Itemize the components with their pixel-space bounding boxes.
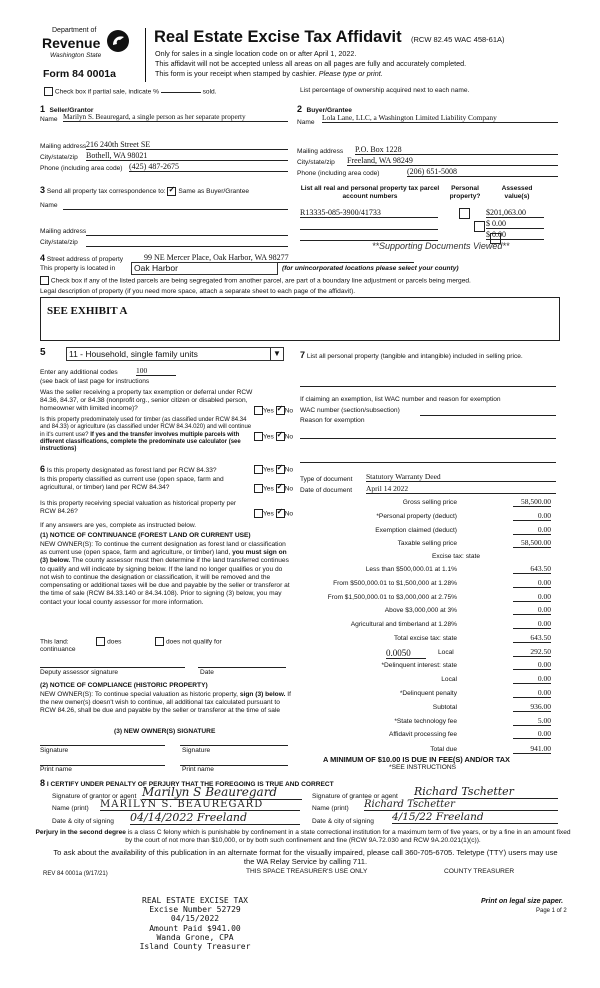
- doc-type-label: Type of document: [300, 476, 353, 483]
- exemption-no-checkbox[interactable]: [276, 406, 285, 415]
- notice1-body: [40, 541, 292, 607]
- tax-value[interactable]: 0.00: [513, 578, 551, 588]
- seller-name-field[interactable]: Marilyn S. Beauregard, a single person as her separate property: [63, 113, 288, 122]
- notice2-text-b: If the new owner(s) doesn't wish to continue, all additional tax calculated pursuant to RCW 84.26, shall be due and payable by the seller or transferor at the time of sale: [40, 691, 291, 715]
- receipt-stamp: [120, 896, 270, 951]
- tax-label: Exemption claimed (deduct): [375, 527, 457, 534]
- legal-description-label: Legal description of property (if you need more space, attach a separate sheet to each page of the affidavit).: [40, 288, 356, 295]
- form-number: Form 84 0001a: [43, 68, 116, 80]
- legal-description-box[interactable]: [40, 297, 560, 341]
- instructions-note: If any answers are yes, complete as instructed below.: [40, 522, 197, 529]
- this-land-row: [40, 637, 292, 646]
- section-number: 4: [40, 253, 46, 263]
- grantee-signature[interactable]: Richard Tschetter: [414, 785, 558, 799]
- tax-value[interactable]: 58,500.00: [513, 538, 551, 548]
- exemption-wac-text: If claiming an exemption, list WAC number and reason for exemption: [300, 396, 501, 403]
- does-not-label: does not qualify for: [165, 638, 222, 646]
- new-owner-signature-line-2[interactable]: [180, 744, 288, 746]
- grantee-date-city[interactable]: 4/15/22 Freeland: [392, 811, 558, 824]
- seller-mail-label: Mailing address: [40, 143, 87, 150]
- tax-label: Total due: [430, 746, 457, 753]
- local-tax-value[interactable]: 292.50: [513, 647, 551, 657]
- parcel-number-2[interactable]: [300, 219, 438, 230]
- same-as-buyer-label: Same as Buyer/Grantee: [178, 188, 250, 195]
- assessed-value-3[interactable]: $ 0.00: [486, 230, 544, 240]
- does-not-checkbox[interactable]: [155, 637, 164, 646]
- supporting-docs-stamp: **Supporting Documents Viewed**: [372, 241, 510, 251]
- street-label: Street address of property: [46, 256, 124, 263]
- land-use-value: 11 - Household, single family units: [69, 349, 198, 359]
- perjury-bold: Perjury in the second degree: [35, 829, 126, 836]
- wac-number-field[interactable]: [420, 414, 556, 416]
- personal-property-checkbox-2[interactable]: [474, 221, 485, 232]
- exemption-yes-no: [254, 406, 293, 415]
- reason-line-2[interactable]: [300, 461, 556, 463]
- historic-question: Is this property receiving special valuation as historical property per RCW 84.26?: [40, 500, 237, 516]
- dept-name: Revenue: [42, 35, 101, 51]
- codes-field[interactable]: 100: [136, 366, 176, 376]
- print-name-label-1: Print name: [40, 766, 72, 773]
- tax-value[interactable]: 0.00: [513, 688, 551, 698]
- partial-sale-row: [44, 87, 217, 96]
- codes-label: Enter any additional codes: [40, 369, 118, 376]
- grantee-date-label: Date & city of signing: [312, 818, 374, 825]
- timber-question: [40, 417, 254, 454]
- personal-property-checkbox-1[interactable]: [459, 208, 470, 219]
- signature-label-1: Signature: [40, 747, 69, 754]
- personal-property-text: List all personal property (tangible and intangible) included in selling price.: [306, 353, 523, 360]
- header-line3-italic: Please type or print.: [318, 69, 383, 78]
- state-name: Washington State: [50, 52, 102, 59]
- grantor-signature[interactable]: Marilyn S Beauregard: [142, 785, 302, 800]
- buyer-city-label: City/state/zip: [297, 159, 335, 166]
- yes-label: Yes: [263, 407, 274, 415]
- historic-no-checkbox[interactable]: [276, 509, 285, 518]
- grantor-date-label: Date & city of signing: [52, 818, 114, 825]
- exemption-question: Was the seller receiving a property tax exemption or deferral under RCW 84.36, 84.37, or 84.38 (nonprofit org., senior citizen or disabled person, homeowner with limited income)?: [40, 389, 253, 413]
- partial-sale-label: Check box if partial sale, indicate %: [54, 88, 159, 96]
- tax-value[interactable]: 0.00: [513, 619, 551, 629]
- current-use-yes-no: [254, 484, 293, 493]
- timber-yes-no: [254, 432, 293, 441]
- minimum-due-note: A MINIMUM OF $10.00 IS DUE IN FEE(S) AND/OR TAX: [323, 755, 510, 764]
- tax-value[interactable]: 936.00: [513, 702, 551, 712]
- tax-label: Less than $500,000.01 at 1.1%: [365, 566, 457, 573]
- statute: (RCW 82.45 WAC 458-61A): [411, 35, 505, 44]
- section3-text: Send all property tax correspondence to:: [46, 188, 166, 195]
- section-number: 8: [40, 778, 46, 788]
- location-select[interactable]: Oak Harbor: [131, 262, 278, 275]
- receipt-line: Wanda Grone, CPA: [156, 932, 234, 942]
- grantor-sig-label: Signature of grantor or agent: [52, 793, 137, 800]
- new-owner-signature-title: (3) NEW OWNER(S) SIGNATURE: [114, 728, 216, 735]
- tax-value[interactable]: 58,500.00: [513, 497, 551, 507]
- current-use-no-checkbox[interactable]: [276, 484, 285, 493]
- buyer-name-field[interactable]: Lola Lane, LLC, a Washington Limited Liability Company: [322, 113, 558, 123]
- tax-label: From $1,500,000.01 to $3,000,000 at 2.75%: [327, 594, 457, 601]
- header-line3: [155, 69, 383, 78]
- notice2-title: (2) NOTICE OF COMPLIANCE (HISTORIC PROPERTY): [40, 682, 208, 689]
- deputy-date-line[interactable]: [198, 666, 286, 668]
- notice1-bold: you must sign on (3) below.: [40, 549, 287, 565]
- deputy-date-label: Date: [200, 669, 214, 676]
- notice1-text-a: NEW OWNER(S): To continue the current designation as forest land or classification as current use (open space, farm and agriculture, or timber) land,: [40, 541, 286, 557]
- receipt-line: Excise Number 52729: [149, 905, 241, 915]
- forest-yes-checkbox[interactable]: [254, 465, 263, 474]
- tax-label: *Personal property (deduct): [376, 513, 457, 520]
- partial-percent-field[interactable]: [161, 92, 201, 93]
- this-land-label: This land:: [40, 638, 69, 646]
- header-line3-text: This form is your receipt when stamped by cashier.: [155, 69, 317, 78]
- partial-sale-checkbox[interactable]: [44, 87, 53, 96]
- perjury-text: is a class C felony which is punishable by confinement in a state correctional institution for a maximum term of five years, or by a fine in an amount fixed by the court of not more than $10,000, or by both such confinement and fine (RCW 9A.72.030 and RCW 9A.20.021(1)(c)).: [125, 829, 571, 845]
- tax-label: Total excise tax: state: [393, 635, 457, 642]
- tax-value[interactable]: 0.00: [513, 511, 551, 521]
- seller-title: Seller/Grantor: [49, 107, 94, 114]
- personal-col-header: Personal property?: [449, 185, 481, 201]
- section-number: 7: [300, 350, 306, 360]
- tax-value[interactable]: 0.00: [513, 592, 551, 602]
- alt-format-notice: To ask about the availability of this publication in an alternate format for the visually impaired, please call 360-705-6705. Teletype (TTY) users may use the WA Relay Service by calling 711.: [53, 848, 558, 867]
- section-number: 3: [40, 185, 46, 195]
- tax-value[interactable]: 0.00: [513, 660, 551, 670]
- header-line2: This affidavit will not be accepted unless all areas on all pages are fully and accurately completed.: [155, 59, 467, 68]
- tax-label: From $500,000.01 to $1,500,000 at 1.28%: [333, 580, 457, 587]
- ownership-note: List percentage of ownership acquired next to each name.: [300, 87, 470, 94]
- personal-property-list: [300, 350, 556, 361]
- yes-label: Yes: [263, 433, 274, 441]
- receipt-line: 04/15/2022: [170, 914, 220, 924]
- buyer-phone-label: Phone (including area code): [297, 170, 380, 177]
- deputy-signature-line[interactable]: [40, 666, 185, 668]
- dor-logo: [40, 27, 132, 67]
- buyer-phone-field[interactable]: (206) 651-5008: [407, 167, 558, 177]
- parcel-number-1[interactable]: R13335-085-3900/41733: [300, 208, 438, 218]
- timber-question-bold: If yes and the transfer involves multiple parcels with different classifications, complete the predominate use calculator (see instructions): [40, 431, 241, 453]
- assessed-col-header: Assessed value(s): [501, 185, 533, 201]
- assessed-value-2[interactable]: $ 0.00: [486, 219, 544, 229]
- total-due-value[interactable]: 941.00: [513, 744, 551, 754]
- forest-question-text: Is this property designated as forest land per RCW 84.33?: [46, 467, 217, 474]
- tax-value[interactable]: 0.00: [513, 605, 551, 615]
- reason-line-1[interactable]: [300, 437, 556, 439]
- buyer-mail-field[interactable]: P.O. Box 1228: [355, 145, 558, 155]
- grantee-sig-label: Signature of grantee or agent: [312, 793, 398, 800]
- seller-mail-field[interactable]: 216 240th Street SE: [86, 140, 288, 150]
- grantee-name-label: Name (print): [312, 805, 349, 812]
- corr-city-field[interactable]: [86, 245, 288, 247]
- section-number: 2: [297, 104, 303, 114]
- partial-sold: sold.: [202, 88, 217, 96]
- parcel-number-3[interactable]: [300, 230, 438, 241]
- seller-phone-field[interactable]: (425) 487-2675: [129, 162, 288, 172]
- no-label: No: [284, 510, 294, 518]
- notice1-text-b: The county assessor must then determine if the land transferred continues to qualify and will indicate by signing below. If the land no longer qualifies or you do not wish to continue the designation or classification, it will be removed and the compensating or additional taxes will be due and payable by the seller or transferor at the time of sale (RCW 84.33.140 or 84.34.108). Prior to signing (3) below, you may contact your local county assessor for more information.: [40, 557, 290, 606]
- notice2-body: [40, 691, 295, 716]
- dor-emblem-icon: [106, 29, 130, 53]
- header-divider: [145, 28, 146, 82]
- does-label: does: [107, 638, 122, 646]
- dept-line: Department of: [52, 27, 97, 34]
- no-label: No: [284, 407, 294, 415]
- timber-no-checkbox[interactable]: [276, 432, 285, 441]
- forest-yes-no: [254, 465, 293, 474]
- continuance-label: continuance: [40, 646, 76, 653]
- receipt-line: Island County Treasurer: [139, 941, 251, 951]
- grantee-print-name[interactable]: Richard Tschetter: [364, 799, 558, 811]
- segregated-checkbox[interactable]: [40, 276, 49, 285]
- seller-phone-label: Phone (including area code): [40, 165, 123, 172]
- buyer-mail-label: Mailing address: [297, 148, 344, 155]
- yes-label: Yes: [263, 485, 274, 493]
- tax-label: Local: [441, 676, 457, 683]
- street-address-field[interactable]: 99 NE Mercer Place, Oak Harbor, WA 98277: [144, 253, 414, 263]
- section3-heading: [40, 185, 249, 196]
- local-label: Local: [438, 649, 454, 656]
- seller-city-field[interactable]: Bothell, WA 98021: [86, 151, 288, 161]
- notice1-title: (1) NOTICE OF CONTINUANCE (FOREST LAND OR CURRENT USE): [40, 532, 251, 539]
- reason-label: Reason for exemption: [300, 417, 365, 424]
- yes-label: Yes: [263, 510, 274, 518]
- doc-date-field[interactable]: April 14 2022: [366, 484, 556, 494]
- tax-label: Gross selling price: [402, 499, 457, 506]
- receipt-line: Amount Paid $941.00: [149, 923, 241, 933]
- seller-city-label: City/state/zip: [40, 154, 78, 161]
- treasurer-use: THIS SPACE TREASURER'S USE ONLY: [246, 868, 368, 875]
- no-label: No: [284, 433, 294, 441]
- receipt-line: REAL ESTATE EXCISE TAX: [142, 896, 248, 905]
- street-row: [40, 253, 123, 264]
- tax-label: *Delinquent penalty: [399, 690, 457, 697]
- tax-label: *Delinquent interest: state: [381, 662, 457, 669]
- doc-type-field[interactable]: Statutory Warranty Deed: [366, 472, 556, 482]
- same-as-buyer-checkbox[interactable]: [167, 187, 176, 196]
- corr-name-field[interactable]: [63, 208, 288, 210]
- chevron-down-icon: ▼: [270, 348, 283, 360]
- located-label: This property is located in: [40, 265, 116, 272]
- buyer-name-label: Name: [297, 119, 315, 126]
- seller-name-label: Name: [40, 116, 58, 123]
- signature-label-2: Signature: [182, 747, 211, 754]
- tax-label: Agricultural and timberland at 1.28%: [350, 621, 457, 628]
- corr-name-label: Name: [40, 202, 58, 209]
- personal-property-line[interactable]: [300, 385, 556, 387]
- section-number: 6: [40, 464, 46, 474]
- historic-yes-no: [254, 509, 293, 518]
- tax-label: Taxable selling price: [397, 540, 457, 547]
- tax-value[interactable]: 643.50: [513, 564, 551, 574]
- forest-question: [40, 464, 217, 475]
- grantor-print-name[interactable]: MARILYN S. BEAUREGARD: [100, 799, 300, 811]
- grantor-name-label: Name (print): [52, 805, 89, 812]
- grantor-date-city[interactable]: 04/14/2022 Freeland: [130, 811, 300, 825]
- notice2-text-a: NEW OWNER(S): To continue special valuation as historic property,: [40, 691, 239, 698]
- print-name-label-2: Print name: [182, 766, 214, 773]
- located-note: (for unincorporated locations please select your county): [282, 265, 459, 272]
- tax-value[interactable]: 643.50: [513, 633, 551, 643]
- tax-value[interactable]: 5.00: [513, 716, 551, 726]
- corr-mail-field[interactable]: [86, 234, 288, 236]
- section-number: 1: [40, 104, 46, 114]
- page-number: Page 1 of 2: [536, 908, 567, 914]
- header-line1: Only for sales in a single location code on or after April 1, 2022.: [155, 49, 357, 58]
- wac-number-label: WAC number (section/subsection): [300, 407, 400, 414]
- timber-yes-checkbox[interactable]: [254, 432, 263, 441]
- new-owner-signature-line-1[interactable]: [40, 744, 165, 746]
- legal-paper-note: Print on legal size paper.: [481, 898, 564, 905]
- historic-yes-checkbox[interactable]: [254, 509, 263, 518]
- no-label: No: [284, 485, 294, 493]
- form-title: Real Estate Excise Tax Affidavit: [154, 28, 402, 46]
- segregated-text: Check box if any of the listed parcels are being segregated from another parcel, are part of a boundary line adjustment or parcels being merged.: [50, 277, 471, 285]
- notice2-bold: sign (3) below.: [239, 691, 286, 698]
- see-instructions: *SEE INSTRUCTIONS: [389, 764, 457, 771]
- segregated-row: [40, 276, 471, 285]
- timber-question-text: Is this property predominately used for timber (as classified under RCW 84.34 and 84.33) or agriculture (as classified under RCW 84.34.020) and will continue in it's current use?: [40, 417, 252, 438]
- corr-mail-label: Mailing address: [40, 228, 87, 235]
- does-checkbox[interactable]: [96, 637, 105, 646]
- current-use-question: Is this property classified as current use (open space, farm and agricultural, or timber) land per RCW 84.34?: [40, 476, 224, 492]
- legal-description-text: SEE EXHIBIT A: [47, 305, 128, 317]
- current-use-yes-checkbox[interactable]: [254, 484, 263, 493]
- forest-no-checkbox[interactable]: [276, 465, 285, 474]
- see-back: (see back of last page for instructions: [40, 378, 150, 385]
- tax-value[interactable]: 0.00: [513, 525, 551, 535]
- tax-label: Excise tax: state: [431, 553, 480, 560]
- buyer-city-field[interactable]: Freeland, WA 98249: [347, 156, 558, 166]
- perjury-notice: [33, 829, 573, 845]
- tax-value[interactable]: 0.00: [513, 674, 551, 684]
- revision: REV 84 0001a (9/17/21): [43, 871, 108, 877]
- corr-city-label: City/state/zip: [40, 239, 78, 246]
- yes-label: Yes: [263, 466, 274, 474]
- tax-label: Subtotal: [432, 704, 457, 711]
- land-use-select[interactable]: [66, 347, 284, 361]
- county-treasurer: COUNTY TREASURER: [444, 868, 515, 875]
- assessed-value-1[interactable]: $201,063.00: [486, 208, 544, 218]
- tax-value[interactable]: 0.00: [513, 729, 551, 739]
- exemption-yes-checkbox[interactable]: [254, 406, 263, 415]
- certify-text: I CERTIFY UNDER PENALTY OF PERJURY THAT THE FOREGOING IS TRUE AND CORRECT: [46, 781, 334, 788]
- tax-label: *State technology fee: [394, 718, 457, 725]
- buyer-title: Buyer/Grantee: [306, 107, 352, 114]
- tax-label: Above $3,000,000 at 3%: [384, 607, 457, 614]
- parcel-col-header: List all real and personal property tax parcel account numbers: [300, 185, 440, 201]
- local-rate[interactable]: 0.0050: [386, 648, 426, 659]
- deputy-signature-label: Deputy assessor signature: [40, 669, 119, 676]
- tax-label: Affidavit processing fee: [388, 731, 457, 738]
- doc-date-label: Date of document: [300, 487, 353, 494]
- section-number: 5: [40, 347, 46, 358]
- no-label: No: [284, 466, 294, 474]
